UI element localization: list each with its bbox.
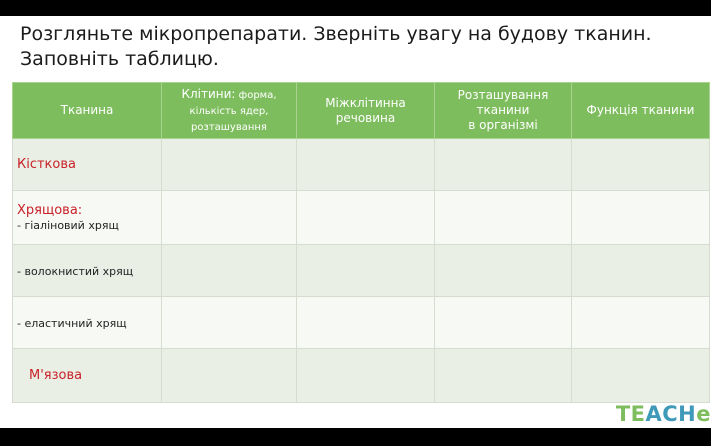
header-cells-detail-a: форма, xyxy=(235,89,277,101)
slide xyxy=(0,16,711,428)
logo-part-2: ACH xyxy=(645,402,697,426)
table-cell[interactable] xyxy=(297,191,435,245)
table-cell[interactable] xyxy=(162,349,297,403)
table-cell[interactable] xyxy=(162,139,297,191)
header-intercellular-a: Міжклітинна xyxy=(325,95,406,110)
heading-line-2: Заповніть таблицю. xyxy=(20,48,219,70)
row-label: - еластичний хрящ xyxy=(17,316,127,330)
cell-tissue-elastic xyxy=(13,297,162,349)
table-cell[interactable] xyxy=(162,297,297,349)
header-location-a: Розташування xyxy=(457,88,549,102)
table-cell[interactable] xyxy=(297,349,435,403)
header-tissue: Тканина xyxy=(13,83,162,139)
header-intercellular xyxy=(297,83,435,139)
table-cell[interactable] xyxy=(162,191,297,245)
row-label: - волокнистий хрящ xyxy=(17,264,134,278)
table-row xyxy=(13,191,710,245)
table-cell[interactable] xyxy=(572,349,710,403)
header-location-b: тканини xyxy=(476,103,530,117)
table-row xyxy=(13,297,710,349)
cell-tissue-bone xyxy=(13,139,162,191)
table-cell[interactable] xyxy=(435,297,572,349)
table-cell[interactable] xyxy=(435,139,572,191)
table-cell[interactable] xyxy=(572,139,710,191)
table-cell[interactable] xyxy=(435,191,572,245)
table-cell[interactable] xyxy=(572,245,710,297)
row-label: М'язова xyxy=(29,368,83,383)
table-cell[interactable] xyxy=(435,245,572,297)
header-cells-detail-c: розташування xyxy=(191,121,267,133)
table-cell[interactable] xyxy=(572,297,710,349)
logo-part-3: e xyxy=(696,402,711,426)
header-location xyxy=(435,83,572,139)
header-function: Функція тканини xyxy=(572,83,710,139)
row-label: Кісткова xyxy=(17,157,76,172)
row-sub-label: - гіаліновий хрящ xyxy=(17,219,119,232)
table-cell[interactable] xyxy=(297,245,435,297)
header-intercellular-b: речовина xyxy=(335,110,396,125)
table-cell[interactable] xyxy=(572,191,710,245)
row-label: Хрящова: xyxy=(17,203,83,218)
cell-tissue-muscle xyxy=(13,349,162,403)
bottom-black-bar xyxy=(0,428,711,446)
cell-tissue-cartilage xyxy=(13,191,162,245)
table-cell[interactable] xyxy=(297,139,435,191)
table-cell[interactable] xyxy=(435,349,572,403)
teache-logo xyxy=(616,402,711,426)
logo-part-1: TE xyxy=(615,402,646,426)
heading-line-1: Розгляньте мікропрепарати. Зверніть увагу на будову тканин. xyxy=(20,23,652,45)
header-cells-detail-b: кількість ядер, xyxy=(189,105,269,117)
top-black-bar xyxy=(0,0,711,16)
table-row xyxy=(13,139,710,191)
table-header-row xyxy=(13,83,710,139)
header-cells xyxy=(162,83,297,139)
table-row xyxy=(13,349,710,403)
cell-tissue-fibrous xyxy=(13,245,162,297)
table-row xyxy=(13,245,710,297)
header-cells-title: Клітини: xyxy=(181,86,236,101)
table-cell[interactable] xyxy=(297,297,435,349)
tissue-table xyxy=(12,82,710,403)
header-location-c: в організмі xyxy=(468,118,538,132)
slide-heading xyxy=(20,22,700,72)
table-cell[interactable] xyxy=(162,245,297,297)
